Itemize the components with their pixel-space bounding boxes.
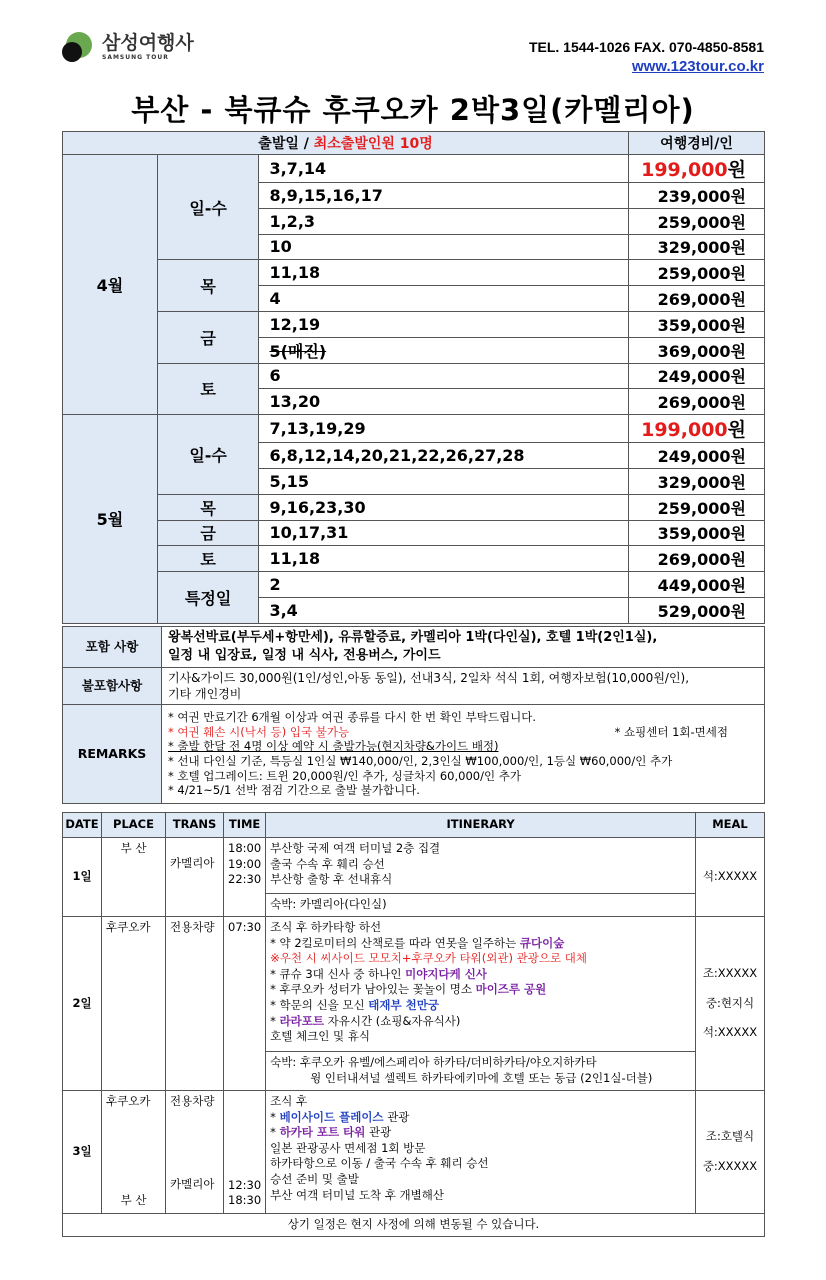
day-group: 토 <box>157 546 259 572</box>
remark-item: * 선내 다인실 기준, 특등실 1인실 ₩140,000/인, 2,3인실 ₩100,000/인, 1등실 ₩60,000/인 추가 <box>168 754 673 768</box>
place: 후쿠오카 <box>102 917 166 1091</box>
excluded-line: 기타 개인경비 <box>168 687 242 701</box>
departure-dates: 9,16,23,30 <box>259 494 629 520</box>
day-group: 특정일 <box>157 572 259 624</box>
company-logo <box>62 30 194 64</box>
table-row <box>63 311 765 337</box>
remark-item: * 출발 한달 전 4명 이상 예약 시 출발가능(현지차량&가이드 배정) <box>168 739 499 754</box>
day3-row <box>63 1091 765 1214</box>
included-content <box>162 627 765 668</box>
table-row <box>63 155 765 183</box>
day2-row <box>63 917 765 1052</box>
price-cell: 239,000원 <box>629 183 765 209</box>
contact-block <box>529 38 764 76</box>
price-cell: 199,000원 <box>629 155 765 183</box>
departure-dates: 10,17,31 <box>259 520 629 546</box>
price-cell: 369,000원 <box>629 337 765 363</box>
departure-dates: 7,13,19,29 <box>259 415 629 443</box>
price-cell: 449,000원 <box>629 572 765 598</box>
day1-row <box>63 838 765 894</box>
excluded-line: 기사&가이드 30,000원(1인/성인,아동 동일), 선내3식, 2일차 석식 1회, 여행자보험(10,000원/인), <box>168 671 690 685</box>
price-cell: 259,000원 <box>629 260 765 286</box>
transport: 카멜리아 <box>166 838 224 917</box>
price-cell: 259,000원 <box>629 208 765 234</box>
included-line: 일정 내 입장료, 일정 내 식사, 전용버스, 가이드 <box>168 648 441 663</box>
itinerary-footnote: 상기 일정은 현지 사정에 의해 변동될 수 있습니다. <box>63 1214 765 1237</box>
day3-schedule: 조식 후 * 베이사이드 플레이스 관광 * 하카타 포트 타워 관광 일본 관광공사 면세점 1회 방문 하카타항으로 이동 / 출국 수속 후 훼리 승선 승선 준비 및 출발 부산 여객 터미널 도착 후 개별해산 <box>266 1091 696 1214</box>
price-cell: 359,000원 <box>629 520 765 546</box>
included-label: 포함 사항 <box>63 627 162 668</box>
day2-schedule: 조식 후 하카타항 하선 * 약 2킬로미터의 산책로를 따라 연못을 일주하는 큐다이숲 ※우천 시 씨사이드 모모치+후쿠오카 타워(외관) 관광으로 대체 * 큐슈 3대 신사 중 하나인 미야지다케 신사 * 후쿠오카 성터가 남아있는 꽃놀이 명소 마이즈루 공원 * 학문의 신을 모신 태재부 천만궁 * 라라포트 자유시간 (쇼핑&자유식사) 호텔 체크인 및 휴식 <box>266 917 696 1052</box>
departure-dates: 4 <box>259 286 629 312</box>
price-cell: 269,000원 <box>629 389 765 415</box>
col-place: PLACE <box>102 813 166 838</box>
excluded-label: 불포함사항 <box>63 668 162 705</box>
departure-dates: 2 <box>259 572 629 598</box>
remark-item: * 호텔 업그레이드: 트윈 20,000원/인 추가, 싱글차지 60,000/인 추가 <box>168 768 521 783</box>
table-row <box>63 415 765 443</box>
time: 07:30 <box>224 917 266 1091</box>
day2-hotel: 숙박: 후쿠오카 유벨/에스페리아 하카타/더비하카타/야오지하카타 윙 인터내셔널 셀렉트 하카타에키마에 호텔 또는 동급 (2인1실-더블) <box>266 1052 696 1091</box>
col-trans: TRANS <box>166 813 224 838</box>
day-group: 토 <box>157 363 259 415</box>
departure-dates: 8,9,15,16,17 <box>259 183 629 209</box>
departure-dates: 6 <box>259 363 629 389</box>
contact-phone-fax: TEL. 1544-1026 FAX. 070-4850-8581 <box>528 39 764 55</box>
departure-dates-soldout: 5(매진) <box>259 337 629 363</box>
price-table-header <box>63 132 765 155</box>
price-cell: 249,000원 <box>629 443 765 469</box>
included-row <box>63 627 765 668</box>
table-row <box>63 494 765 520</box>
times: 12:30 18:30 <box>224 1091 266 1214</box>
col-time: TIME <box>224 813 266 838</box>
price-cell: 249,000원 <box>629 363 765 389</box>
times: 18:00 19:00 22:30 <box>224 838 266 917</box>
table-row <box>63 572 765 598</box>
price-cell: 269,000원 <box>629 546 765 572</box>
min-participants: 최소출발인원 10명 <box>313 136 433 152</box>
remarks-label: REMARKS <box>63 705 162 804</box>
day-group: 일-수 <box>157 155 259 260</box>
price-cell: 359,000원 <box>629 311 765 337</box>
included-line: 왕복선박료(부두세+항만세), 유류할증료, 카멜리아 1박(다인실), 호텔 1박(2인1실), <box>168 630 658 645</box>
departure-dates: 6,8,12,14,20,21,22,26,27,28 <box>259 443 629 469</box>
logo-korean-text: 삼성여행사 <box>102 31 194 54</box>
month-may: 5월 <box>63 415 158 624</box>
price-cell: 529,000원 <box>629 597 765 623</box>
remark-item: * 여권 만료기간 6개월 이상과 여권 종류를 다시 한 번 확인 부탁드립니다. <box>168 710 536 725</box>
table-row <box>63 260 765 286</box>
day-label: 1일 <box>63 838 102 917</box>
transport: 전용차량 <box>166 917 224 1091</box>
col-date: DATE <box>63 813 102 838</box>
remarks-content <box>162 705 765 804</box>
price-header: 여행경비/인 <box>629 132 765 155</box>
excluded-row <box>63 668 765 705</box>
logo-mark-icon <box>62 30 96 64</box>
day-group: 일-수 <box>157 415 259 495</box>
table-row <box>63 546 765 572</box>
remark-item: * 4/21~5/1 선박 점검 기간으로 출발 불가합니다. <box>168 783 420 798</box>
departure-dates: 3,7,14 <box>259 155 629 183</box>
meal: 조:호텔식 중:XXXXX <box>696 1091 765 1214</box>
departure-dates: 5,15 <box>259 468 629 494</box>
day-group: 금 <box>157 311 259 363</box>
info-table <box>62 626 765 804</box>
departure-header: 출발일 / 최소출발인원 10명 <box>63 132 629 155</box>
itinerary-header <box>63 813 765 838</box>
meal: 석:XXXXX <box>696 838 765 917</box>
place: 후쿠오카 부 산 <box>102 1091 166 1214</box>
day-group: 금 <box>157 520 259 546</box>
month-april: 4월 <box>63 155 158 415</box>
remark-item: * 여권 훼손 시(낙서 등) 입국 불가능 * 쇼핑센터 1회-면세점 <box>168 724 728 739</box>
day-label: 3일 <box>63 1091 102 1214</box>
price-cell: 329,000원 <box>629 468 765 494</box>
departure-dates: 11,18 <box>259 260 629 286</box>
departure-dates: 13,20 <box>259 389 629 415</box>
logo-english-text: SAMSUNG TOUR <box>102 53 169 61</box>
table-row <box>63 520 765 546</box>
day-group: 목 <box>157 494 259 520</box>
day-label: 2일 <box>63 917 102 1091</box>
day1-hotel: 숙박: 카멜리아(다인실) <box>266 894 696 917</box>
departure-dates: 1,2,3 <box>259 208 629 234</box>
departure-dates: 3,4 <box>259 597 629 623</box>
departure-dates: 10 <box>259 234 629 260</box>
itinerary-table <box>62 812 765 1237</box>
day1-schedule: 부산항 국제 여객 터미널 2층 집결 출국 수속 후 훼리 승선 부산항 출항 후 선내휴식 <box>266 838 696 894</box>
col-itinerary: ITINERARY <box>266 813 696 838</box>
page-header <box>0 0 826 90</box>
meal: 조:XXXXX 중:현지식 석:XXXXX <box>696 917 765 1091</box>
price-cell: 199,000원 <box>629 415 765 443</box>
table-row <box>63 363 765 389</box>
price-table <box>62 131 765 624</box>
remarks-row <box>63 705 765 804</box>
departure-dates: 11,18 <box>259 546 629 572</box>
price-cell: 329,000원 <box>629 234 765 260</box>
place: 부 산 <box>102 838 166 917</box>
day-group: 목 <box>157 260 259 312</box>
footer-row <box>63 1214 765 1237</box>
excluded-content <box>162 668 765 705</box>
col-meal: MEAL <box>696 813 765 838</box>
price-cell: 259,000원 <box>629 494 765 520</box>
price-cell: 269,000원 <box>629 286 765 312</box>
transport: 전용차량 카멜리아 <box>166 1091 224 1214</box>
page-title: 부산 - 북큐슈 후쿠오카 2박3일(카멜리아) <box>131 93 695 127</box>
departure-dates: 12,19 <box>259 311 629 337</box>
website-link[interactable]: www.123tour.co.kr <box>632 58 764 75</box>
